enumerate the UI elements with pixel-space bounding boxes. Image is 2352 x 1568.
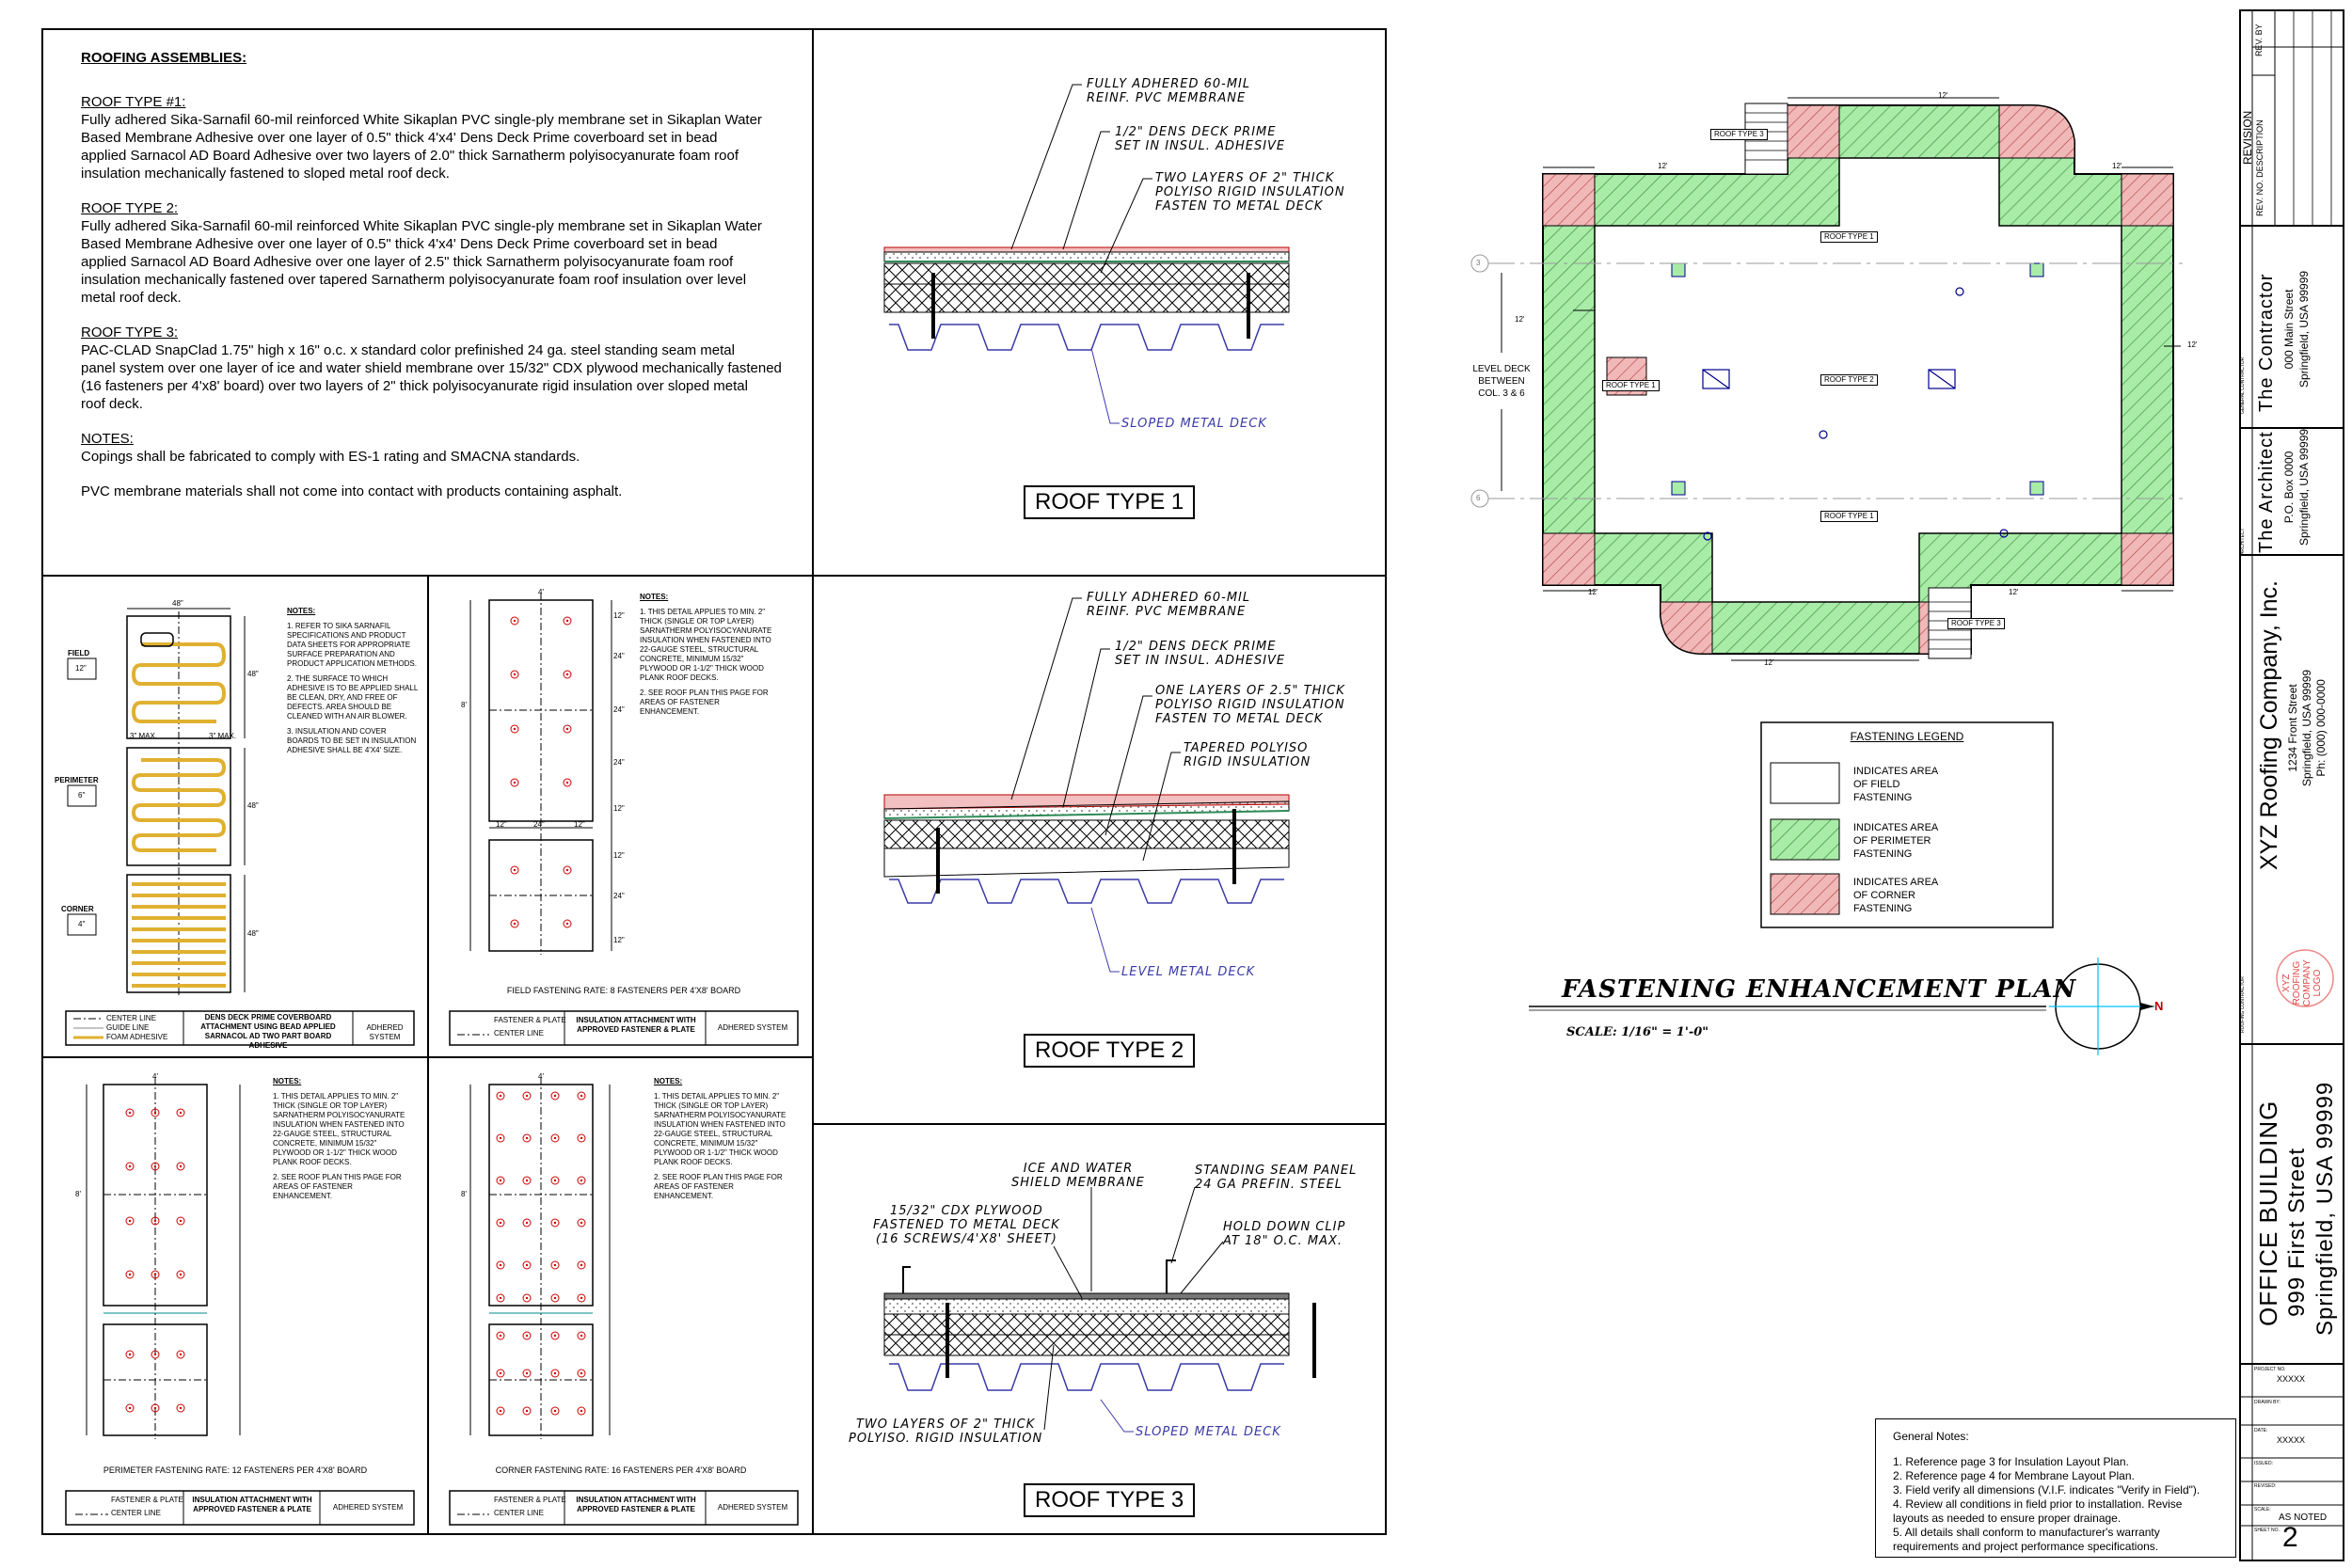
rt1-callout-membrane: FULLY ADHERED 60-MIL REINF. PVC MEMBRANE: [1087, 77, 1251, 105]
corner-dim-4: 4': [538, 1072, 544, 1081]
field-caption: FIELD FASTENING RATE: 8 FASTENERS PER 4'X8' BOARD: [506, 986, 741, 995]
rt3-callout-insulation: TWO LAYERS OF 2" THICK POLYISO. RIGID INSULATION: [849, 1418, 1043, 1446]
rt2-callout-membrane: FULLY ADHERED 60-MIL REINF. PVC MEMBRANE: [1087, 591, 1251, 619]
corner-notes: NOTES: 1. THIS DETAIL APPLIES TO MIN. 2" THICK (SINGLE OR TOP LAYER) SARNATHERM POLYISOCYANURATE INSULATION WHEN FASTENED INTO 22-GAUGE STEEL, STRUCTURAL CONCRETE, MINIMUM 15/32" PLYWOOD OR 1-1/2" THICK WOOD PLANK ROOF DECKS. 2. SEE ROOF PLAN THIS PAGE FOR AREAS OF FASTENER ENHANCEMENT.: [654, 1077, 787, 1200]
rt3-line: roof deck.: [81, 396, 143, 412]
note-line: PVC membrane materials shall not come into contact with products containing asphalt.: [81, 483, 623, 499]
adhered-max: 3" MAX.: [130, 732, 158, 740]
tb-sheet-label: SHEET NO.: [2254, 1528, 2280, 1533]
rt1-line: Fully adhered Sika-Sarnafil 60-mil reinforced White Sikaplan PVC single-ply membrane set in Sikaplan Water: [81, 112, 762, 128]
rt2-callout-deck: LEVEL METAL DECK: [1121, 965, 1256, 979]
adhered-system: ADHERED SYSTEM: [366, 1023, 404, 1041]
rt1-line: Based Membrane Adhesive over one layer of 0.5" thick 4'x4' Dens Deck Prime coverboard set in bead: [81, 130, 718, 146]
rt2-label: ROOF TYPE 2: [1024, 1034, 1195, 1068]
perimeter-caption: PERIMETER FASTENING RATE: 12 FASTENERS PER 4'X8' BOARD: [103, 1465, 368, 1475]
perimeter-dim-4: 4': [152, 1072, 158, 1081]
rt3-line: panel system over one layer of ice and water shield membrane over 15/32" CDX plywood mechanically fastened: [81, 360, 782, 376]
tb-rev-desc: REV. NO. DESCRIPTION: [2255, 119, 2265, 216]
legend-field: INDICATES AREA OF FIELD FASTENING: [1853, 766, 1939, 803]
field-dim-8: 8': [461, 701, 467, 709]
rt2-callout-insulation: ONE LAYERS OF 2.5" THICK POLYISO RIGID INSULATION FASTEN TO METAL DECK: [1155, 684, 1345, 726]
plan-label-rt1-top: ROOF TYPE 1: [1820, 231, 1878, 243]
field-dim: 12": [613, 851, 625, 860]
corner-caption: CORNER FASTENING RATE: 16 FASTENERS PER 4'X8' BOARD: [495, 1465, 747, 1475]
field-dim: 24": [613, 892, 625, 900]
legend-title: FASTENING LEGEND: [1850, 730, 1964, 743]
rt3-callout-plywood: 15/32" CDX PLYWOOD FASTENED TO METAL DECK (16 SCREWS/4'X8' SHEET): [873, 1204, 1060, 1246]
field-dim: 24": [613, 705, 625, 714]
rt3-callout-deck: SLOPED METAL DECK: [1136, 1425, 1281, 1439]
field-dim: 12": [613, 611, 625, 620]
rt2-line: applied Sarnacol AD Board Adhesive over one layer of 2.5" thick Sarnatherm polyisocyanurate foam roof: [81, 254, 734, 270]
tb-issued-label: ISSUED:: [2254, 1461, 2274, 1466]
tb-arch-label: ARCHITECT: [2240, 528, 2246, 555]
plan-label-rt2: ROOF TYPE 2: [1820, 374, 1878, 386]
plan-dim: 12': [2112, 162, 2122, 170]
tb-scale: AS NOTED: [2279, 1513, 2328, 1523]
field-dim-4: 4': [538, 588, 544, 596]
zone-field-val: 12": [75, 664, 87, 673]
plan-label-rt3-bottom: ROOF TYPE 3: [1947, 618, 2005, 629]
tb-rc-label: ROOFING CONTRACTOR: [2240, 976, 2246, 1033]
adhered-legend: CENTER LINE GUIDE LINE FOAM ADHESIVE: [106, 1014, 168, 1041]
rt2-line: Based Membrane Adhesive over one layer of 0.5" thick 4'x4' Dens Deck Prime coverboard set in bead: [81, 236, 718, 252]
field-dim: 24": [613, 652, 625, 660]
perimeter-title: INSULATION ATTACHMENT WITH APPROVED FASTENER & PLATE: [192, 1496, 312, 1513]
perimeter-notes: NOTES: 1. THIS DETAIL APPLIES TO MIN. 2" THICK (SINGLE OR TOP LAYER) SARNATHERM POLYISOCYANURATE INSULATION WHEN FASTENED INTO 22-GAUGE STEEL, STRUCTURAL CONCRETE, MINIMUM 15/32" PLYWOOD OR 1-1/2" THICK WOOD PLANK ROOF DECKS. 2. SEE ROOF PLAN THIS PAGE FOR AREAS OF FASTENER ENHANCEMENT.: [273, 1077, 405, 1200]
plan-dim: 12': [1588, 588, 1598, 596]
zone-field-label: FIELD: [68, 649, 90, 657]
adhered-dim-48: 48": [247, 670, 259, 678]
plan-scale: SCALE: 1/16" = 1'-0": [1566, 1025, 1709, 1039]
general-notes: General Notes: 1. Reference page 3 for Insulation Layout Plan. 2. Reference page 4 for Membrane Layout Plan. 3. Field verify all dimensions (V.I.F. indicates "Verify in Field"). 4. Review all conditions in field prior to installation. Revise layouts as needed to ensure proper drainage. 5. All details shall conform to manufacturer's warranty requirements and project performance specifications.: [1893, 1430, 2201, 1553]
zone-corner-label: CORNER: [61, 905, 94, 913]
tb-date: XXXXX: [2277, 1435, 2306, 1445]
tb-revised-label: REVISED:: [2254, 1483, 2277, 1489]
field-dim: 24": [613, 758, 625, 767]
plan-dim: 12': [1515, 315, 1525, 324]
corner-legend: FASTENER & PLATE CENTER LINE: [494, 1496, 566, 1517]
plan-dim: 12': [2187, 341, 2198, 349]
tb-contractor: The Contractor: [2256, 273, 2277, 412]
rt2-title: ROOF TYPE 2:: [81, 200, 179, 216]
rt1-label: ROOF TYPE 1: [1024, 485, 1195, 519]
level-deck-note: LEVEL DECK BETWEEN COL. 3 & 6: [1472, 364, 1531, 399]
field-notes: NOTES: 1. THIS DETAIL APPLIES TO MIN. 2" THICK (SINGLE OR TOP LAYER) SARNATHERM POLYISOCYANURATE INSULATION WHEN FASTENED INTO 22-GAUGE STEEL, STRUCTURAL CONCRETE, MINIMUM 15/32" PLYWOOD OR 1-1/2" THICK WOOD PLANK ROOF DECKS. 2. SEE ROOF PLAN THIS PAGE FOR AREAS OF FASTENER ENHANCEMENT.: [640, 593, 772, 716]
plan-title: FASTENING ENHANCEMENT PLAN: [1562, 975, 2077, 1004]
rt1-title: ROOF TYPE #1:: [81, 94, 186, 110]
rt3-line: PAC-CLAD SnapClad 1.75" high x 16" o.c. x standard color prefinished 24 ga. steel standing seam metal: [81, 342, 735, 358]
plan-dim: 12': [2009, 588, 2019, 596]
general-notes-title: General Notes:: [1893, 1430, 1969, 1443]
field-dim-h: 24": [533, 820, 545, 829]
adhered-dim-48: 48": [247, 929, 259, 938]
tb-project-no-label: PROJECT NO.: [2254, 1367, 2286, 1372]
rt1-callout-densdeck: 1/2" DENS DECK PRIME SET IN INSUL. ADHESIVE: [1115, 125, 1286, 153]
adhered-max: 3" MAX.: [209, 732, 237, 740]
tb-scale-label: SCALE:: [2254, 1507, 2271, 1513]
note-line: Copings shall be fabricated to comply with ES-1 rating and SMACNA standards.: [81, 449, 580, 465]
zone-perimeter-val: 6": [78, 791, 86, 800]
field-legend: FASTENER & PLATE CENTER LINE: [494, 1016, 566, 1037]
rt2-line: Fully adhered Sika-Sarnafil 60-mil reinforced White Sikaplan PVC single-ply membrane set in Sikaplan Water: [81, 218, 762, 234]
adhered-notes: NOTES: 1. REFER TO SIKA SARNAFIL SPECIFICATIONS AND PRODUCT DATA SHEETS FOR APPROPRIATE SURFACE PREPARATION AND PRODUCT APPLICATION METHODS. 2. THE SURFACE TO WHICH ADHESIVE IS TO BE APPLIED SHALL BE CLEAN, DRY, AND FREE OF DEFECTS. AREA SHOULD BE CLEANED WITH AN AIR BLOWER. 3. INSULATION AND COVER BOARDS TO BE SET IN INSULATION ADHESIVE SHALL BE 4'X4' SIZE.: [287, 607, 419, 754]
north-arrow-label: N: [2154, 999, 2164, 1013]
rt2-line: insulation mechanically fastened over tapered Sarnatherm polyisocyanurate foam roof insulation over level: [81, 272, 747, 288]
field-dim-h: 12": [574, 820, 585, 829]
tb-rev-by: REV. BY: [2254, 24, 2264, 56]
tb-sheet-no: 2: [2282, 1522, 2298, 1553]
perimeter-system: ADHERED SYSTEM: [332, 1503, 404, 1512]
rt3-callout-ice: ICE AND WATER SHIELD MEMBRANE: [1011, 1162, 1145, 1190]
rt1-line: applied Sarnacol AD Board Adhesive over two layers of 2.0" thick Sarnatherm polyisocyanurate foam roof: [81, 148, 739, 164]
rt3-callout-panel: STANDING SEAM PANEL 24 GA PREFIN. STEEL: [1195, 1164, 1358, 1192]
adhered-title: DENS DECK PRIME COVERBOARD ATTACHMENT USING BEAD APPLIED SARNACOL AD TWO PART BOARD ADHESIVE: [200, 1013, 336, 1050]
rt3-callout-clip: HOLD DOWN CLIP AT 18" O.C. MAX.: [1223, 1220, 1346, 1248]
plan-label-rt3-top: ROOF TYPE 3: [1710, 129, 1768, 140]
field-dim-h: 12": [496, 820, 507, 829]
corner-dim-8: 8': [461, 1190, 467, 1198]
rt2-callout-densdeck: 1/2" DENS DECK PRIME SET IN INSUL. ADHESIVE: [1115, 640, 1286, 668]
tb-project-no: XXXXX: [2277, 1374, 2306, 1384]
tb-drawn-by-label: DRAWN BY:: [2254, 1400, 2280, 1405]
zone-corner-val: 4": [78, 920, 86, 928]
rt1-line: insulation mechanically fastened to sloped metal roof deck.: [81, 166, 450, 182]
field-dim: 12": [613, 936, 625, 944]
tb-company-addr: 1234 Front Street Springfield, USA 99999 Ph: (000) 000-0000: [2286, 669, 2328, 786]
tb-gc-label: GENERAL CONTRACTOR: [2240, 356, 2246, 414]
tb-contractor-addr: 000 Main Street Springfield, USA 99999: [2282, 270, 2311, 388]
notes-title: NOTES:: [81, 431, 134, 447]
plan-label-rt1-small: ROOF TYPE 1: [1602, 380, 1660, 391]
rt3-line: (16 fasteners per 4'x8' board) over two layers of 2" thick polyisocyanurate rigid insulation over sloped metal: [81, 378, 748, 394]
plan-dim: 12': [1764, 658, 1774, 667]
field-dim: 12": [613, 804, 625, 813]
assemblies-heading: ROOFING ASSEMBLIES:: [81, 50, 247, 66]
corner-title: INSULATION ATTACHMENT WITH APPROVED FASTENER & PLATE: [576, 1496, 696, 1513]
field-system: ADHERED SYSTEM: [717, 1023, 788, 1032]
tb-revision: REVISION: [2241, 110, 2254, 165]
rt1-callout-insulation: TWO LAYERS OF 2" THICK POLYISO RIGID INSULATION FASTEN TO METAL DECK: [1155, 171, 1345, 214]
plan-dim: 12': [1938, 91, 1948, 100]
grid-bubble-3: 3: [1476, 259, 1481, 267]
tb-date-label: DATE:: [2254, 1428, 2268, 1433]
perimeter-legend: FASTENER & PLATE CENTER LINE: [111, 1496, 183, 1517]
plan-label-rt1-bottom: ROOF TYPE 1: [1820, 511, 1878, 522]
rt3-label: ROOF TYPE 3: [1024, 1483, 1195, 1517]
tb-project-street: 999 First Street: [2284, 1147, 2310, 1317]
corner-system: ADHERED SYSTEM: [717, 1503, 788, 1512]
tb-company: XYZ Roofing Company, Inc.: [2256, 579, 2282, 870]
adhered-dim-48: 48": [172, 599, 183, 608]
tb-project-name: OFFICE BUILDING: [2254, 1100, 2282, 1326]
rt3-title: ROOF TYPE 3:: [81, 325, 179, 341]
zone-perimeter-label: PERIMETER: [55, 776, 99, 784]
rt2-line: metal roof deck.: [81, 290, 182, 306]
rt2-callout-tapered: TAPERED POLYISO RIGID INSULATION: [1184, 741, 1311, 769]
tb-project-city: Springfield, USA 99999: [2312, 1081, 2338, 1336]
field-title: INSULATION ATTACHMENT WITH APPROVED FASTENER & PLATE: [576, 1016, 696, 1034]
tb-architect: The Architect: [2256, 431, 2277, 553]
grid-bubble-6: 6: [1476, 494, 1481, 502]
rt1-callout-deck: SLOPED METAL DECK: [1121, 417, 1267, 431]
legend-corner: INDICATES AREA OF CORNER FASTENING: [1853, 877, 1939, 914]
legend-perimeter: INDICATES AREA OF PERIMETER FASTENING: [1853, 822, 1939, 860]
adhered-dim-48: 48": [247, 801, 259, 810]
plan-dim: 12': [1658, 162, 1668, 170]
tb-logo: XYZ ROOFING COMPANY LOGO: [2281, 959, 2323, 1006]
perimeter-dim-8: 8': [75, 1190, 81, 1198]
tb-architect-addr: P.O. Box 0000 Springfield, USA 99999: [2282, 428, 2311, 546]
